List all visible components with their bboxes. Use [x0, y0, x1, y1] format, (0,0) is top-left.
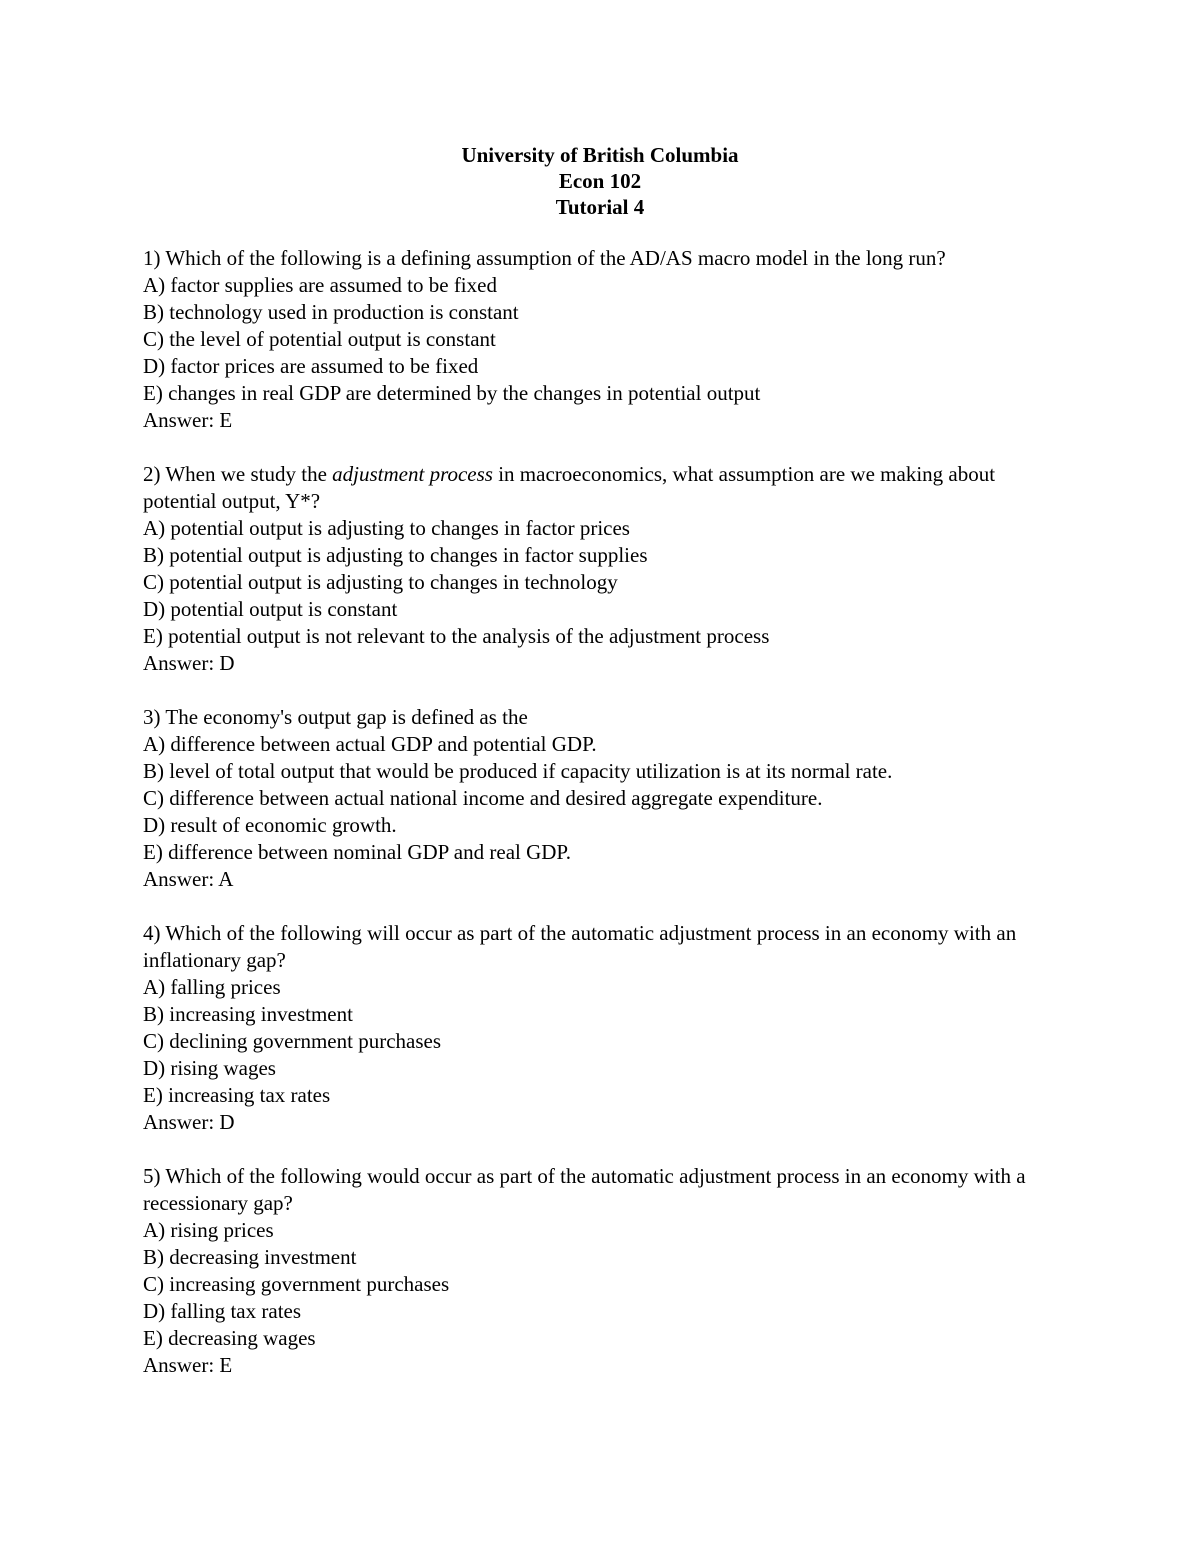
- answer-option-e: E) changes in real GDP are determined by the changes in potential output: [143, 381, 761, 405]
- question-stem: 3) The economy's output gap is defined as the: [143, 705, 528, 729]
- question-5: [143, 1163, 1063, 1379]
- answer-option-e: E) increasing tax rates: [143, 1083, 331, 1107]
- answer-key: Answer: E: [143, 408, 233, 432]
- answer-option-d: D) potential output is constant: [143, 597, 398, 621]
- question-stem-end: in macroeconomics, what assumption are we making about potential output, Y*?: [143, 462, 996, 513]
- answer-option-b: B) technology used in production is constant: [143, 300, 519, 324]
- answer-option-a: A) factor supplies are assumed to be fixed: [143, 273, 497, 297]
- answer-option-c: C) potential output is adjusting to changes in technology: [143, 570, 618, 594]
- question-stem-start: 2) When we study the: [143, 462, 333, 486]
- question-4: [143, 920, 1063, 1136]
- question-stem: 5) Which of the following would occur as part of the automatic adjustment process in an economy with a recessionary gap?: [143, 1164, 1026, 1215]
- answer-option-e: E) decreasing wages: [143, 1326, 316, 1350]
- answer-option-a: A) rising prices: [143, 1218, 274, 1242]
- question-stem: 4) Which of the following will occur as part of the automatic adjustment process in an economy with an inflationary gap?: [143, 921, 1017, 972]
- question-list: [143, 245, 1063, 1406]
- course-title: Econ 102: [558, 169, 642, 193]
- answer-key: Answer: D: [143, 1110, 235, 1134]
- answer-option-a: A) difference between actual GDP and potential GDP.: [143, 732, 597, 756]
- answer-option-d: D) falling tax rates: [143, 1299, 302, 1323]
- question-stem-emphasis: adjustment process: [332, 462, 493, 486]
- answer-option-a: A) potential output is adjusting to changes in factor prices: [143, 516, 630, 540]
- answer-option-a: A) falling prices: [143, 975, 281, 999]
- answer-option-e: E) potential output is not relevant to the analysis of the adjustment process: [143, 624, 770, 648]
- answer-option-c: C) difference between actual national income and desired aggregate expenditure.: [143, 786, 823, 810]
- answer-option-c: C) the level of potential output is constant: [143, 327, 496, 351]
- question-3: [143, 704, 1063, 893]
- answer-key: Answer: E: [143, 1353, 233, 1377]
- answer-option-d: D) result of economic growth.: [143, 813, 397, 837]
- answer-option-b: B) increasing investment: [143, 1002, 353, 1026]
- question-stem: [143, 461, 1063, 515]
- answer-key: Answer: A: [143, 867, 234, 891]
- answer-option-c: C) declining government purchases: [143, 1029, 441, 1053]
- answer-option-b: B) decreasing investment: [143, 1245, 357, 1269]
- question-1: [143, 245, 1063, 434]
- answer-option-b: B) potential output is adjusting to changes in factor supplies: [143, 543, 648, 567]
- document-header: [0, 142, 1200, 220]
- answer-option-c: C) increasing government purchases: [143, 1272, 450, 1296]
- tutorial-title: Tutorial 4: [555, 195, 645, 219]
- answer-option-b: B) level of total output that would be produced if capacity utilization is at its normal rate.: [143, 759, 893, 783]
- answer-key: Answer: D: [143, 651, 235, 675]
- question-stem: 1) Which of the following is a defining assumption of the AD/AS macro model in the long run?: [143, 246, 946, 270]
- university-title: University of British Columbia: [461, 143, 739, 167]
- answer-option-e: E) difference between nominal GDP and real GDP.: [143, 840, 572, 864]
- answer-option-d: D) factor prices are assumed to be fixed: [143, 354, 479, 378]
- question-2: [143, 461, 1063, 677]
- answer-option-d: D) rising wages: [143, 1056, 276, 1080]
